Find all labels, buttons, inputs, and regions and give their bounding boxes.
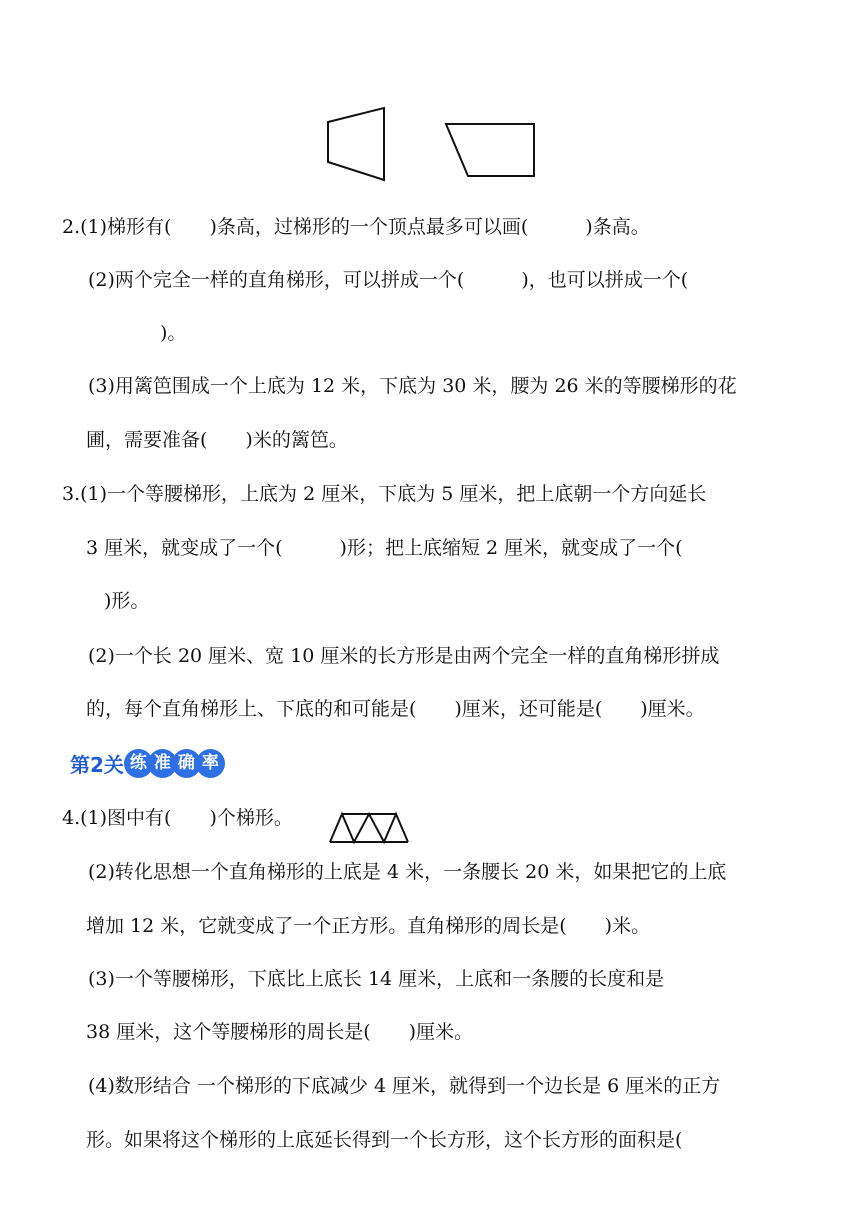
q4-part4-line2: 形。如果将这个梯形的上底延长得到一个长方形，这个长方形的面积是(	[86, 1129, 683, 1151]
section-number: 第2关	[70, 752, 124, 777]
q2-part1: 2.(1)梯形有( )条高，过梯形的一个顶点最多可以画( )条高。	[62, 216, 650, 238]
q4-part4-line1: (4)数形结合 一个梯形的下底减少 4 厘米，就得到一个边长是 6 厘米的正方	[88, 1075, 721, 1097]
q4-part3-line1: (3)一个等腰梯形，下底比上底长 14 厘米，上底和一条腰的长度和是	[88, 968, 665, 990]
q3-part2-line2: 的，每个直角梯形上、下底的和可能是( )厘米，还可能是( )厘米。	[86, 698, 705, 720]
q4-part3-line2: 38 厘米，这个等腰梯形的周长是( )厘米。	[86, 1021, 474, 1043]
trapezoid-figure-right	[440, 116, 544, 184]
q2-part2-line2: )。	[160, 322, 187, 344]
section-title-char: 练	[125, 750, 152, 777]
q3-part2-line1: (2)一个长 20 厘米、宽 10 厘米的长方形是由两个完全一样的直角梯形拼成	[88, 645, 720, 667]
q2-part3-line2: 圃，需要准备( )米的篱笆。	[86, 429, 348, 451]
section-header	[70, 748, 224, 778]
q2-part2-line1: (2)两个完全一样的直角梯形，可以拼成一个( )，也可以拼成一个(	[88, 269, 689, 291]
q3-part1-line2: 3 厘米，就变成了一个( )形；把上底缩短 2 厘米，就变成了一个(	[86, 537, 683, 559]
q2-part3-line1: (3)用篱笆围成一个上底为 12 米，下底为 30 米，腰为 26 米的等腰梯形的花	[88, 375, 737, 397]
section-title-char: 确	[173, 750, 200, 777]
q4-part2-line1: (2)转化思想一个直角梯形的上底是 4 米，一条腰长 20 米，如果把它的上底	[88, 861, 727, 883]
trapezoid-count-figure	[326, 808, 412, 848]
q4-part1: 4.(1)图中有( )个梯形。	[62, 807, 293, 829]
trapezoid-figure-left	[320, 100, 394, 190]
q4-part2-line2: 增加 12 米，它就变成了一个正方形。直角梯形的周长是( )米。	[86, 915, 651, 937]
q3-part1-line1: 3.(1)一个等腰梯形，上底为 2 厘米，下底为 5 厘米，把上底朝一个方向延长	[62, 483, 707, 505]
q3-part1-line3: )形。	[104, 590, 150, 612]
section-title-char: 率	[197, 750, 224, 777]
section-title-char: 准	[149, 750, 176, 777]
